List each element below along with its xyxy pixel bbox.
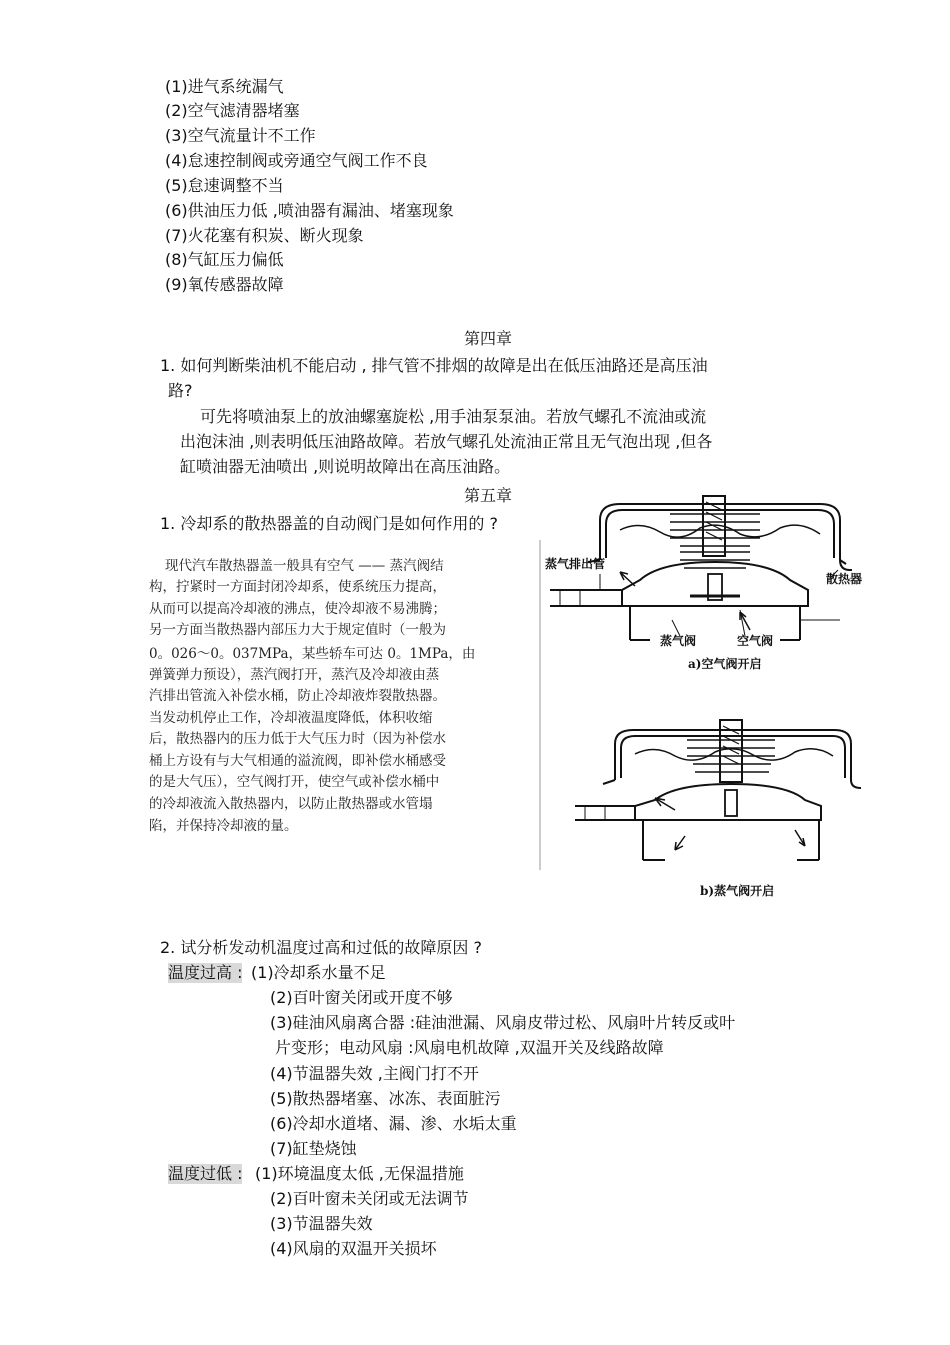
answer-line: 的是大气压），空气阀打开，使空气或补偿水桶中 bbox=[149, 774, 440, 790]
question-cont: 路? bbox=[168, 381, 193, 400]
list-item: (3)节温器失效 bbox=[270, 1214, 373, 1233]
answer-line: 现代汽车散热器盖一般具有空气 —— 蒸汽阀结 bbox=[165, 558, 444, 574]
answer-line: 弹簧弹力预设），蒸汽阀打开，蒸汽及冷却液由蒸 bbox=[149, 667, 440, 683]
list-item: (1)进气系统漏气 bbox=[165, 77, 284, 96]
caption-a: a)空气阀开启 bbox=[688, 657, 762, 671]
list-item: (5)散热器堵塞、冰冻、表面脏污 bbox=[270, 1089, 501, 1108]
list-item: (4)节温器失效 ,主阀门打不开 bbox=[270, 1064, 479, 1083]
list-item: (8)气缸压力偏低 bbox=[165, 250, 284, 269]
radiator-cap-diagram-a bbox=[540, 490, 863, 670]
label-steam-valve: 蒸气阀 bbox=[660, 634, 697, 648]
list-item: (3)空气流量计不工作 bbox=[165, 126, 316, 145]
list-item: (3)硅油风扇离合器 :硅油泄漏、风扇皮带过松、风扇叶片转反或叶 bbox=[270, 1013, 736, 1032]
radiator-cap-diagram-b bbox=[575, 710, 875, 880]
answer-line: 另一方面当散热器内部压力大于规定值时（一般为 bbox=[149, 622, 446, 638]
list-item: (2)百叶窗未关闭或无法调节 bbox=[270, 1189, 469, 1208]
chapter-title: 第四章 bbox=[464, 329, 513, 348]
list-item: (4)风扇的双温开关损坏 bbox=[270, 1239, 437, 1258]
list-item: (4)怠速控制阀或旁通空气阀工作不良 bbox=[165, 151, 428, 170]
answer-line: 的冷却液流入散热器内，以防止散热器或水管塌 bbox=[149, 796, 433, 812]
list-item: (2)空气滤清器堵塞 bbox=[165, 101, 300, 120]
answer-line: 后，散热器内的压力低于大气压力时（因为补偿水 bbox=[149, 731, 446, 747]
answer-line: 汽排出管流入补偿水桶，防止冷却液炸裂散热器。 bbox=[149, 688, 446, 704]
high-temp-label: 温度过高 : bbox=[168, 963, 243, 982]
answer-line: 缸喷油器无油喷出 ,则说明故障出在高压油路。 bbox=[180, 457, 511, 476]
answer-line: 可先将喷油泵上的放油螺塞旋松 ,用手油泵泵油。若放气螺孔不流油或流 bbox=[200, 407, 707, 426]
list-item: (6)冷却水道堵、漏、渗、水垢太重 bbox=[270, 1114, 517, 1133]
low-temp-label: 温度过低 : bbox=[168, 1164, 243, 1183]
list-item: (5)怠速调整不当 bbox=[165, 176, 284, 195]
list-item: (9)氧传感器故障 bbox=[165, 275, 284, 294]
answer-line: 当发动机停止工作，冷却液温度降低，体积收缩 bbox=[149, 710, 433, 726]
list-item: (1)冷却系水量不足 bbox=[251, 963, 386, 982]
question: 1. 冷却系的散热器盖的自动阀门是如何作用的 ? bbox=[160, 514, 498, 533]
label-steam-pipe: 蒸气排出管 bbox=[545, 557, 606, 571]
list-item: (6)供油压力低 ,喷油器有漏油、堵塞现象 bbox=[165, 201, 454, 220]
caption-b: b)蒸气阀开启 bbox=[700, 884, 775, 898]
answer-line: 0。026～0。037MPa，某些轿车可达 0。1MPa，由 bbox=[149, 646, 476, 662]
question: 1. 如何判断柴油机不能启动 , 排气管不排烟的故障是出在低压油路还是高压油 bbox=[160, 356, 708, 375]
answer-line: 陷，并保持冷却液的量。 bbox=[149, 818, 298, 834]
label-radiator: 散热器 bbox=[826, 572, 863, 586]
question: 2. 试分析发动机温度过高和过低的故障原因 ? bbox=[160, 938, 482, 957]
list-item: 片变形；电动风扇 :风扇电机故障 ,双温开关及线路故障 bbox=[275, 1038, 664, 1057]
answer-line: 构，拧紧时一方面封闭冷却系，使系统压力提高， bbox=[149, 579, 446, 595]
answer-line: 桶上方设有与大气相通的溢流阀，即补偿水桶感受 bbox=[149, 753, 446, 769]
chapter-title: 第五章 bbox=[464, 486, 513, 505]
list-item: (1)环境温度太低 ,无保温措施 bbox=[255, 1164, 464, 1183]
answer-line: 出泡沫油 ,则表明低压油路故障。若放气螺孔处流油正常且无气泡出现 ,但各 bbox=[180, 432, 713, 451]
list-item: (7)火花塞有积炭、断火现象 bbox=[165, 226, 364, 245]
answer-line: 从而可以提高冷却液的沸点，使冷却液不易沸腾； bbox=[149, 601, 446, 617]
list-item: (2)百叶窗关闭或开度不够 bbox=[270, 988, 453, 1007]
label-air-valve: 空气阀 bbox=[737, 634, 774, 648]
list-item: (7)缸垫烧蚀 bbox=[270, 1139, 357, 1158]
